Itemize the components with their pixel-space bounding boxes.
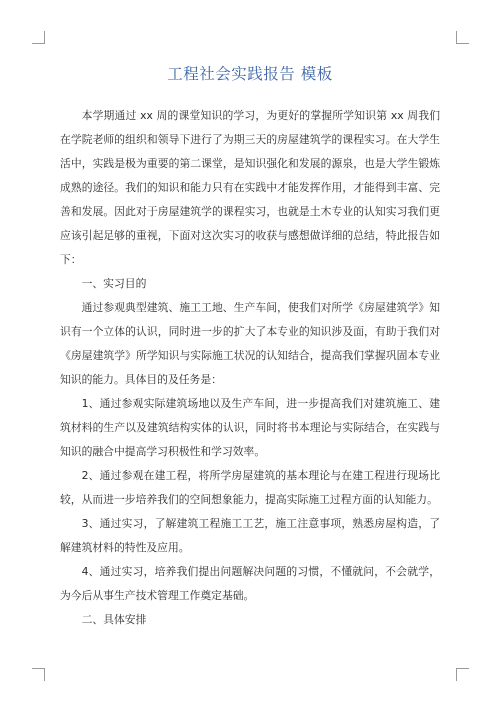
- task-item-2: 2、通过参观在建工程，将所学房屋建筑的基本理论与在建工程进行现场比较，从而进一步培养我们的空间想象能力，提高实际施工过程方面的认知能力。: [60, 469, 440, 506]
- document-title: 工程社会实践报告 模板: [167, 65, 333, 83]
- task-item-4: 4、通过实习，培养我们提出问题解决问题的习惯，不懂就问，不会就学，为今后从事生产技术管理工作奠定基础。: [60, 565, 440, 602]
- intro-paragraph: 本学期通过 xx 周的课堂知识的学习，为更好的掌握所学知识第 xx 周我们在学院老师的组织和领导下进行了为期三天的房屋建筑学的课程实习。在大学生活中，实践是极为重要的第二课堂，是知识强化和发展的源泉，也是大学生锻炼成熟的途径。我们的知识和能力只有在实践中才能发挥作用，才能得到丰富、完善和发展。因此对于房屋建筑学的课程实习，也就是土木专业的认知实习我们更应该引起足够的重视，下面对这次实习的收获与感想做详细的总结，特此报告如下：: [60, 109, 440, 266]
- purpose-paragraph: 通过参观典型建筑、施工工地、生产车间，使我们对所学《房屋建筑学》知识有一个立体的认识，同时进一步的扩大了本专业的知识涉及面，有助于我们对《房屋建筑学》所学知识与实际施工状况的认知结合，提高我们掌握巩固本专业知识的能力。具体目的及任务是：: [60, 301, 440, 386]
- section-heading-purpose: 一、实习目的: [81, 277, 147, 290]
- document-body: [60, 104, 440, 632]
- crop-mark-top-left: [32, 31, 45, 44]
- task-item-3: 3、通过实习，了解建筑工程施工工艺，施工注意事项，熟悉房屋构造，了解建筑材料的特性及应用。: [60, 517, 440, 554]
- crop-mark-bottom-left: [32, 668, 45, 681]
- section-heading-arrangement: 二、具体安排: [81, 613, 147, 626]
- crop-mark-bottom-right: [456, 668, 469, 681]
- task-item-1: 1、通过参观实际建筑场地以及生产车间，进一步提高我们对建筑施工、建筑材料的生产以及建筑结构实体的认识，同时将书本理论与实际结合，在实践与知识的融合中提高学习积极性和学习效率。: [60, 397, 440, 458]
- crop-mark-top-right: [456, 31, 469, 44]
